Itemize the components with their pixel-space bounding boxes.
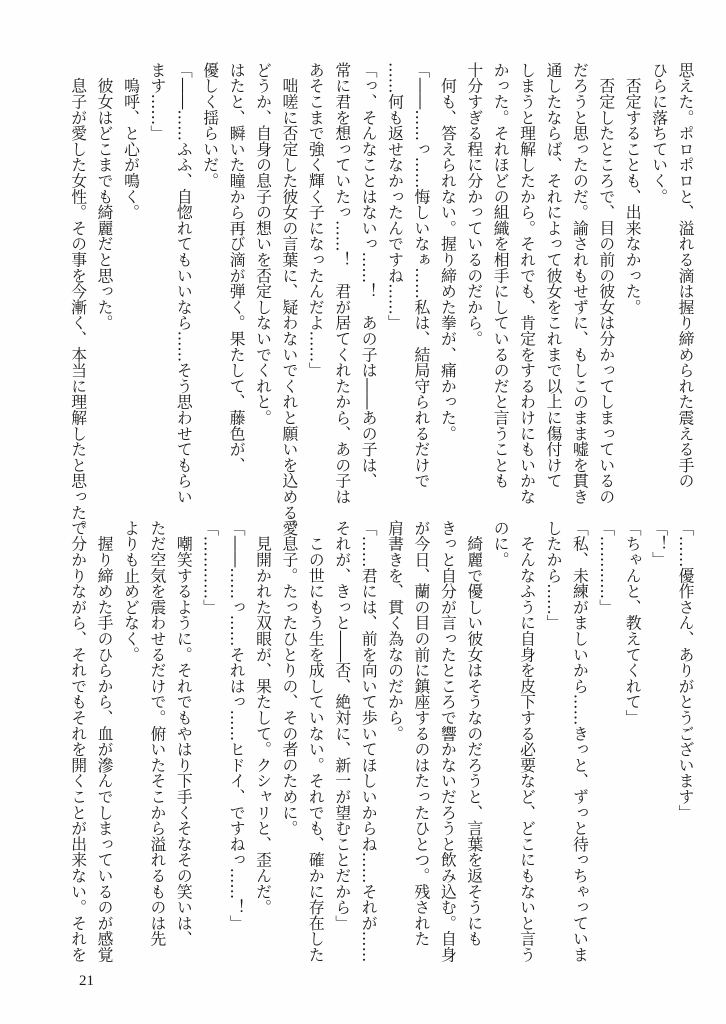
upper-text-line: 何も、答えられない。握り締めた拳が、痛かった。 (438, 62, 458, 442)
upper-text-line: ……何も返せなかったんですね……」 (385, 62, 405, 331)
lower-text-block (68, 520, 698, 963)
lower-text-line: 「…………」 (596, 520, 616, 615)
upper-text-line: 「――……ふふ、自惚れてもいいなら……そう思わせてもらい (174, 62, 194, 505)
upper-text-line: かった。それほどの組織を相手にしているのだと言うことも (491, 62, 511, 489)
lower-text-line: よりも止めどなく。 (121, 520, 141, 663)
lower-text-line: この世にもう生を成していない。それでも、確かに存在した (306, 520, 326, 963)
lower-text-line: 「！」 (649, 520, 669, 568)
lower-text-line: 「――……っ……それはっ……ヒドイ、ですねっ……！」 (227, 520, 247, 931)
upper-text-line: 思えた。ポロポロと、溢れる滴は握り締められた震える手の (676, 62, 695, 489)
upper-text-line: 咄嗟に否定した彼女の言葉に、疑わないでくれと願いを込める。 (279, 62, 299, 536)
upper-text-line: どうか、自身の息子の想いを否定しないでくれと。 (253, 62, 273, 426)
upper-text-line: 否定することも、出来なかった。 (623, 62, 643, 315)
upper-text-line: 「っ、そんなことはないっ……！ あの子は――あの子は、 (359, 62, 379, 489)
lower-text-line: 「…………」 (200, 520, 220, 615)
upper-text-line: あそこまで強く輝く子になったんだよ……」 (306, 62, 326, 378)
page-number: 21 (79, 973, 94, 989)
lower-text-line: 見開かれた双眼が、果たして。クシャリと、歪んだ。 (253, 520, 273, 915)
upper-text-line: しまうと理解したから。それでも、肯定をするわけにもいかな (517, 62, 537, 505)
lower-text-line: 「ちゃんと、教えてくれて」 (623, 520, 643, 726)
upper-text-line: 息子が愛した女性。その事を今漸く、本当に理解したと思った。 (68, 62, 88, 536)
lower-text-line: ただ空気を震わせるだけで。俯いたそこから溢れるものは先 (147, 520, 167, 947)
upper-text-line: 常に君を想っていたっ……！ 君が居てくれたから、あの子は (332, 62, 352, 505)
lower-text-line: そんなふうに自身を皮下する必要など、どこにもないと言う (517, 520, 537, 963)
lower-text-line: 握り締めた手のひらから、血が滲んでしまっているのが感覚 (95, 520, 115, 963)
upper-text-line: ます……」 (147, 62, 167, 141)
upper-text-block (68, 62, 698, 536)
lower-text-line: 綺麗で優しい彼女はそうなのだろうと、言葉を返そうにも (464, 520, 484, 947)
lower-text-line: きっと自分が言ったところで響かないだろうと飲み込む。自身 (438, 520, 458, 963)
lower-text-line: したから……」 (543, 520, 563, 631)
upper-text-line: 優しく揺らいだ。 (200, 62, 220, 189)
upper-text-line: だろうと思ったのだ。諭されもせずに、もしこのまま嘘を貫き (570, 62, 590, 505)
upper-text-line: 「――……っ……悔しいなぁ……私は、結局守られるだけで (411, 62, 431, 489)
lower-text-line: それが、きっと――否、絶対に、新一が望むことだから」 (332, 520, 352, 931)
lower-text-line: 肩書きを、貫く為なのだから。 (385, 520, 405, 742)
lower-text-line: 「私、未練がましいから……きっと、ずっと待っちゃっていま (570, 520, 590, 963)
lower-text-line: が今日、蘭の目の前に鎮座するのはたったひとつ。残された (411, 520, 431, 947)
lower-text-line: 愛息子。たったひとりの、その者のために。 (279, 520, 299, 836)
upper-text-line: 通したならば、それによって彼女をこれまで以上に傷付けて (543, 62, 563, 489)
lower-text-line: 嘲笑するように。それでもやはり下手くそなその笑いは、 (174, 520, 194, 947)
lower-text-line: 「……優作さん、ありがとうございます」 (676, 520, 695, 821)
upper-text-line: はたと、瞬いた瞳から再び滴が弾く。果たして、藤色が、 (227, 62, 247, 473)
lower-text-line: のに。 (491, 520, 511, 568)
upper-text-line: 十分すぎる程に分かっているのだから。 (464, 62, 484, 347)
lower-text-line: 「……君には、前を向いて歩いてほしいからね……それが…… (359, 520, 379, 963)
lower-text-line: で分かりながら、それでもそれを開くことが出来ない。それを (68, 520, 88, 963)
upper-text-line: 否定したところで、目の前の彼女は分かってしまっているの (596, 62, 616, 505)
upper-text-line: 嗚呼、と心が鳴く。 (121, 62, 141, 220)
upper-text-line: 彼女はどこまでも綺麗だと思った。 (95, 62, 115, 331)
upper-text-line: ひらに落ちていく。 (649, 62, 669, 205)
